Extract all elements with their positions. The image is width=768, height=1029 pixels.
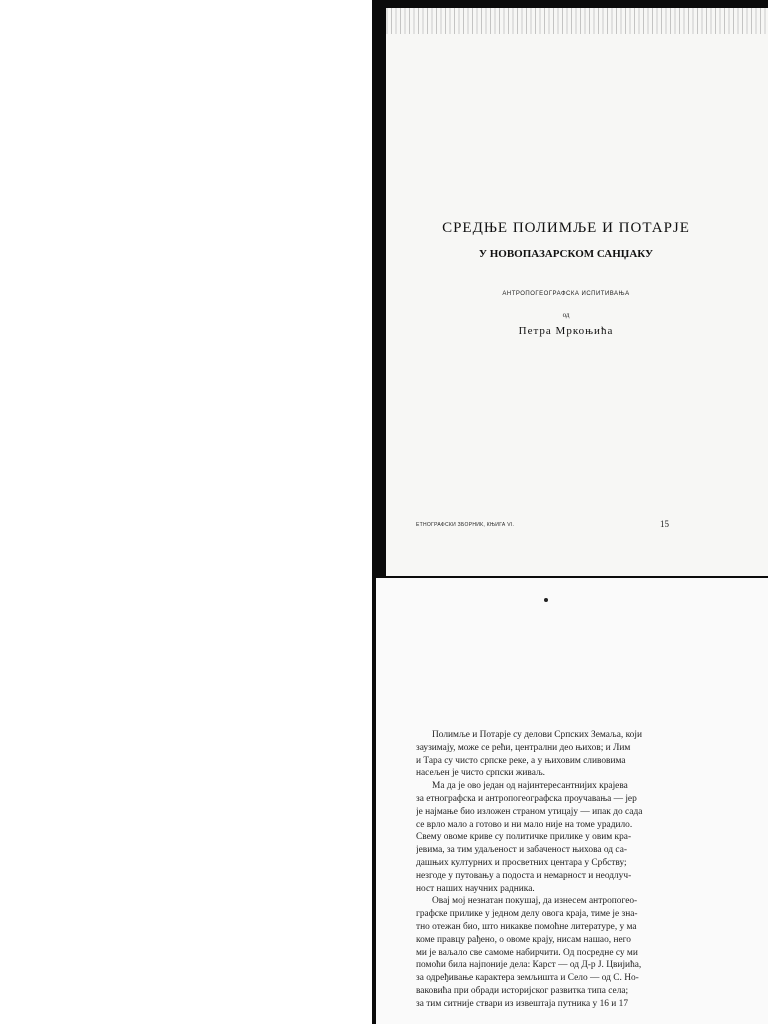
text-line: је најмање био изложен страном утицају — ипак до сада xyxy=(416,806,643,817)
by-word: од xyxy=(562,311,570,319)
text-line: заузимају, може се рећи, централни део њихов; и Лим xyxy=(416,742,631,753)
author-name: Петра Мркоњића xyxy=(518,325,614,337)
text-line: Ма да је ово један од најинтересантнијих крајева xyxy=(432,781,628,792)
text-line: тно отежан био, што никакве помоћне литературе, у ма xyxy=(416,921,637,932)
text-line: помоћи била најпоније дела: Карст — од Д-р Ј. Цвијића, xyxy=(416,960,642,971)
text-line: за етнографска и антропогеографска проучавања — јер xyxy=(416,793,637,804)
text-line: Свему овоме криве су политичке прилике у овим кра- xyxy=(416,832,632,843)
page-subtitle: У НОВОПАЗАРСКОМ САНЏАКУ xyxy=(478,248,654,260)
text-line: незгоде у путовању а подоста и немарност и неодлуч- xyxy=(416,870,632,881)
footer-journal: ЕТНОГРАФСКИ ЗБОРНИК, КЊИГА VI. xyxy=(416,522,515,528)
ornament-dot xyxy=(544,598,548,602)
upper-page xyxy=(386,8,768,576)
text-line: за тим ситније ствари из извештаја путника у 16 и 17 xyxy=(416,998,629,1009)
research-type: АНТРОПОГЕОГРАФСКА ИСПИТИВАЊА xyxy=(502,291,630,297)
text-line: графске прилике у једном делу овога краја, тиме је зна- xyxy=(416,909,638,920)
text-line: Овај мој незнатан покушај, да изнесем антропогео- xyxy=(432,896,638,907)
text-line: се врло мало а готово и ни мало није на томе урадило. xyxy=(416,819,633,830)
text-line: ваковића при обради историјског развитка типа села; xyxy=(416,985,629,996)
footer-page-number: 15 xyxy=(660,519,669,529)
text-line: насељен је чисто српски живаљ. xyxy=(416,768,546,779)
text-line: и Тара су чисто српске реке, а у њиховим сливовима xyxy=(416,755,626,766)
text-line: коме правцу рађено, о овоме крају, нисам нашао, него xyxy=(416,934,631,945)
text-line: за одређивање карактера земљишта и Село — од С. Но- xyxy=(416,973,639,984)
text-line: јевима, за тим удаљеност и забаченост њихова од са- xyxy=(416,845,627,856)
text-line: Полимље и Потарје су делови Српских Земаља, који xyxy=(432,730,642,740)
lower-page xyxy=(376,578,768,1024)
text-line: дашњих културних и просветних центара у Србству; xyxy=(416,857,627,868)
text-line: ми је ваљало све самоме набирчити. Од посредне су ми xyxy=(416,947,638,958)
page-title: СРЕДЊЕ ПОЛИМЉЕ И ПОТАРЈЕ xyxy=(442,220,690,236)
text-line: ност наших научних радника. xyxy=(416,883,535,894)
body-text xyxy=(416,729,706,1029)
